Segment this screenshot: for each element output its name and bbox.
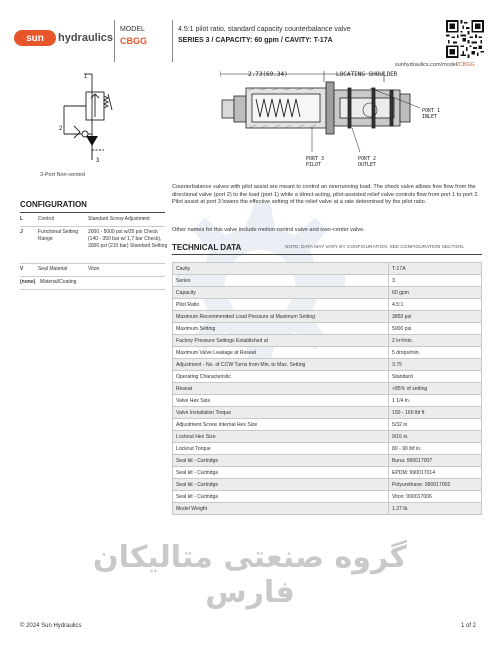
tech-label-cell: Maximum Setting	[173, 323, 389, 335]
config-name: Control	[38, 216, 55, 222]
configuration-rule	[20, 212, 165, 213]
description-other-names: Other names for this valve include motion control valve and over-center valve.	[172, 227, 365, 233]
cartridge-cutaway-drawing	[220, 68, 480, 180]
config-name: Functional Setting Range	[38, 229, 79, 242]
tech-value-cell: 3.75	[389, 359, 482, 371]
config-value: Viton	[88, 266, 100, 272]
symbol-port-3: 3	[96, 158, 100, 164]
table-row	[173, 467, 482, 479]
table-row	[173, 359, 482, 371]
tech-value-cell: 4.5:1	[389, 299, 482, 311]
tech-value-cell: 3850 psi	[389, 311, 482, 323]
config-code: (none)	[20, 279, 36, 285]
config-code: L	[20, 216, 24, 222]
config-code: J	[20, 229, 23, 235]
tech-value-cell: Buna: 990017007	[389, 455, 482, 467]
tech-label-cell: Adjustment - No. of CCW Turns from Min. to Max. Setting	[173, 359, 389, 371]
config-row-seal-material	[20, 266, 165, 276]
tech-label-cell: Locknut Torque	[173, 443, 389, 455]
tech-label-cell: Capacity	[173, 287, 389, 299]
tech-label-cell: Adjustment Screw Internal Hex Size	[173, 419, 389, 431]
tech-label-cell: Pilot Ratio	[173, 299, 389, 311]
logo-sun: sun	[14, 30, 56, 46]
tech-label-cell: Maximum Valve Leakage at Reseat	[173, 347, 389, 359]
tech-value-cell: EPDM: 990017014	[389, 467, 482, 479]
tech-label-cell: Factory Pressure Settings Established at	[173, 335, 389, 347]
technical-data-note: NOTE: DATA MAY VARY BY CONFIGURATION. SEE CONFIGURATION SECTION.	[285, 245, 465, 250]
table-row	[173, 263, 482, 275]
technical-data-rule	[172, 254, 482, 255]
table-row	[173, 443, 482, 455]
config-row-control	[20, 216, 165, 226]
table-row	[173, 371, 482, 383]
config-row-material-coating	[20, 279, 165, 289]
pilot-label: PILOT	[306, 162, 322, 168]
symbol-caption: 3-Port Non-vented	[40, 172, 85, 178]
symbol-port-2: 2	[59, 126, 63, 132]
table-row	[173, 299, 482, 311]
header-divider	[172, 20, 173, 62]
config-divider	[20, 276, 165, 277]
tech-value-cell: Viton: 990017006	[389, 491, 482, 503]
configuration-title: CONFIGURATION	[20, 200, 87, 209]
table-row	[173, 323, 482, 335]
tech-value-cell: 5 drops/min.	[389, 347, 482, 359]
tech-label-cell: Operating Characteristic	[173, 371, 389, 383]
technical-data-table	[172, 262, 482, 515]
tech-label-cell: Valve Hex Size	[173, 395, 389, 407]
tech-value-cell: >85% of setting	[389, 383, 482, 395]
technical-data-title: TECHNICAL DATA	[172, 243, 242, 252]
tech-label-cell: Seal kit - Cartridge	[173, 491, 389, 503]
tech-label-cell: Valve Installation Torque	[173, 407, 389, 419]
inlet-label: INLET	[422, 114, 438, 120]
tech-value-cell: 2 in³/min.	[389, 335, 482, 347]
tech-label-cell: Reseat	[173, 383, 389, 395]
model-description: 4.5:1 pilot ratio, standard capacity counterbalance valve	[178, 26, 351, 33]
tech-value-cell: 150 - 160 lbf ft	[389, 407, 482, 419]
hydraulic-symbol-diagram	[50, 70, 120, 165]
tech-label-cell: Series	[173, 275, 389, 287]
tech-value-cell: 80 - 90 lbf in.	[389, 443, 482, 455]
url-code: CBGG	[458, 62, 475, 68]
tech-label-cell: Model Weight	[173, 503, 389, 515]
tech-label-cell: Locknut Hex Size	[173, 431, 389, 443]
tech-label-cell: Maximum Recommended Load Pressure at Maximum Setting	[173, 311, 389, 323]
outlet-label: OUTLET	[358, 162, 377, 168]
port2-label: PORT 2	[358, 156, 377, 162]
port3-label: PORT 3	[306, 156, 325, 162]
dimension-label: 2.73(69.34)	[248, 71, 288, 78]
tech-value-cell: T-17A	[389, 263, 482, 275]
config-divider	[20, 263, 165, 264]
tech-value-cell: 5000 psi	[389, 323, 482, 335]
tech-value-cell: Polyurethane: 990017002	[389, 479, 482, 491]
tech-value-cell: 5/32 in.	[389, 419, 482, 431]
table-row	[173, 503, 482, 515]
table-row	[173, 455, 482, 467]
footer-page-number: 1 of 2	[461, 623, 477, 629]
tech-value-cell: Standard	[389, 371, 482, 383]
sun-hydraulics-logo[interactable]	[14, 30, 113, 46]
watermark-text: گروه صنعتی متالیکان فارس	[92, 540, 408, 610]
tech-label-cell: Seal kit - Cartridge	[173, 467, 389, 479]
tech-value-cell: 3	[389, 275, 482, 287]
symbol-port-1: 1	[84, 74, 88, 80]
config-name: Seal Material	[38, 266, 68, 272]
tech-label-cell: Seal kit - Cartridge	[173, 455, 389, 467]
table-row	[173, 431, 482, 443]
tech-value-cell: 1.37 lb.	[389, 503, 482, 515]
logo-word: hydraulics	[58, 32, 114, 44]
table-row	[173, 419, 482, 431]
config-value: 2000 - 5000 psi w/25 psi Check (140 - 350 bar w/ 1,7 bar Check), 3000 psi (210 bar) Standard Setting	[88, 229, 168, 249]
config-divider	[20, 289, 165, 290]
table-row	[173, 395, 482, 407]
model-series-capacity-cavity: SERIES 3 / CAPACITY: 60 gpm / CAVITY: T-17A	[178, 37, 333, 44]
locating-shoulder-label: LOCATING SHOULDER	[336, 71, 398, 78]
table-row	[173, 347, 482, 359]
config-value: Standard Screw Adjustment	[88, 216, 150, 222]
tech-value-cell: 60 gpm	[389, 287, 482, 299]
description-paragraph: Counterbalance valves with pilot assist are meant to control an overrunning load. The check valve allows free flow from the directional valve (port 2) to the load (port 1) while a direct-acting, pilot-assisted relief valve controls flow from port 1 to port 2. Pilot assist at port 3 lowers the effective setting of the relief valve at a rate determined by the pilot ratio.	[172, 184, 479, 206]
tech-label-cell: Seal kit - Cartridge	[173, 479, 389, 491]
tech-value-cell: 1 1/4 in.	[389, 395, 482, 407]
table-row	[173, 311, 482, 323]
qr-code-icon[interactable]	[446, 20, 484, 58]
table-row	[173, 491, 482, 503]
header-divider	[114, 20, 115, 62]
table-row	[173, 383, 482, 395]
config-divider	[20, 226, 165, 227]
table-row	[173, 479, 482, 491]
url-prefix: sunhydraulics.com/model/	[395, 62, 459, 68]
model-label: MODEL	[120, 26, 145, 33]
table-row	[173, 275, 482, 287]
table-row	[173, 287, 482, 299]
model-code: CBGG	[120, 36, 147, 46]
config-row-setting-range	[20, 229, 168, 261]
table-row	[173, 407, 482, 419]
footer-copyright: © 2024 Sun Hydraulics	[20, 623, 82, 629]
table-row	[173, 335, 482, 347]
config-code: V	[20, 266, 24, 272]
tech-value-cell: 9/16 in.	[389, 431, 482, 443]
config-name: Material/Coating	[40, 279, 77, 285]
tech-label-cell: Cavity	[173, 263, 389, 275]
port1-label: PORT 1	[422, 108, 441, 114]
